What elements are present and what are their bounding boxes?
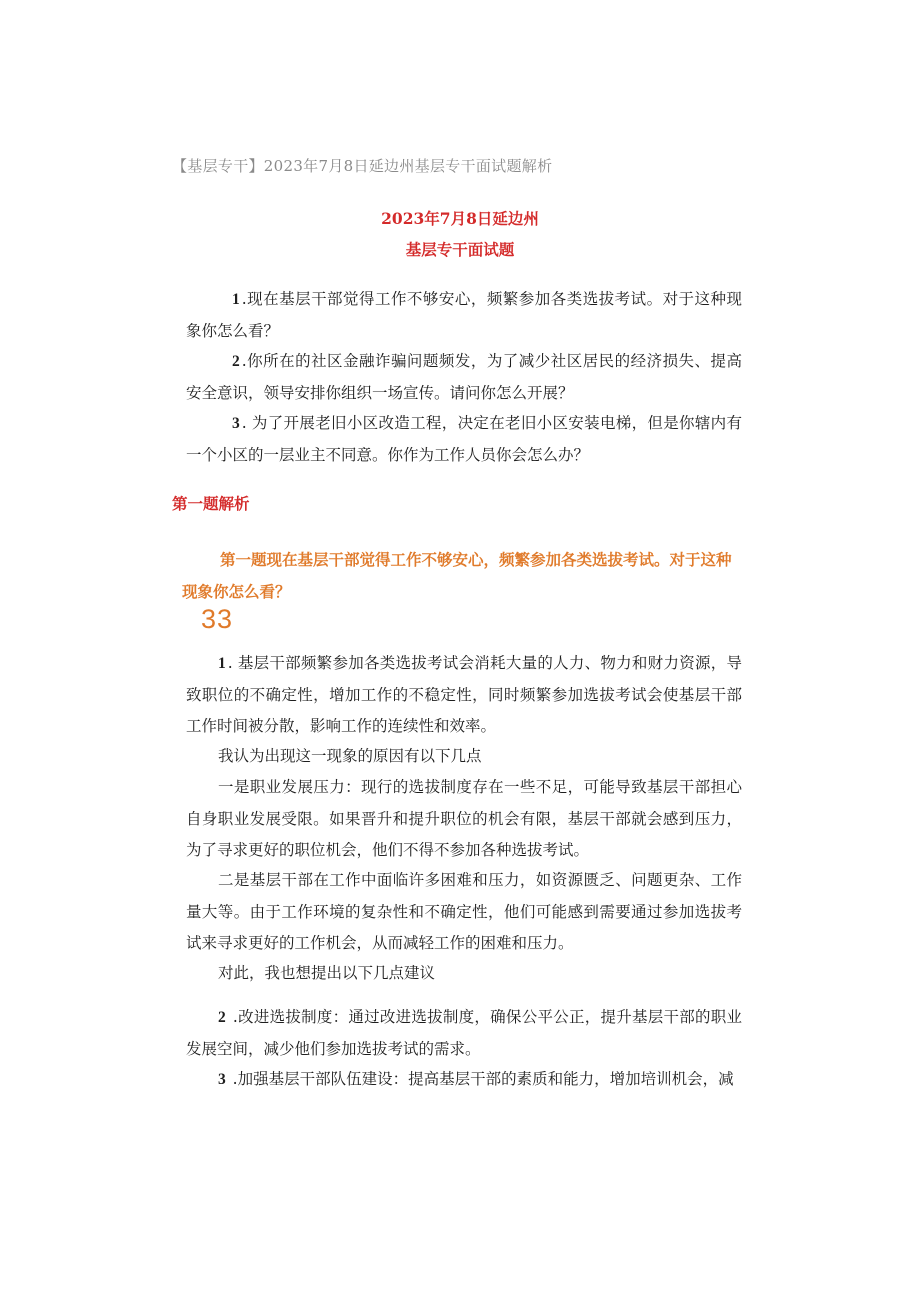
question-text: . 为了开展老旧小区改造工程，决定在老旧小区安装电梯，但是你辖内有一个小区的一层业主不同意。你作为工作人员你会怎么办？ — [186, 414, 742, 464]
analysis-point-3 — [186, 1064, 742, 1096]
question-text: .现在基层干部觉得工作不够安心，频繁参加各类选拔考试。对于这种现象你怎么看？ — [186, 290, 742, 340]
reason-1: 一是职业发展压力：现行的选拔制度存在一些不足，可能导致基层干部担心自身职业发展受限。如果晋升和提升职位的机会有限，基层干部就会感到压力，为了寻求更好的职位机会，他们不得不参加各种选拔考试。 — [186, 778, 742, 859]
exam-title-line-2: 基层专干面试题 — [405, 240, 515, 259]
analysis-point-2 — [186, 1002, 742, 1065]
analysis-point-1 — [186, 648, 742, 743]
decorative-number: 33 — [201, 604, 234, 634]
point-number: 2 — [218, 1009, 226, 1026]
question-item-2 — [186, 346, 742, 409]
point-text: . 基层干部频繁参加各类选拔考试会消耗大量的人力、物力和财力资源，导致职位的不确定性，增加工作的不稳定性，同时频繁参加选拔考试会使基层干部工作时间被分散，影响工作的连续性和效率。 — [186, 654, 742, 735]
question-item-1 — [186, 284, 742, 347]
document-header-title: 【基层专干】2023年7月8日延边州基层专干面试题解析 — [172, 157, 553, 175]
question-number: 3 — [232, 415, 240, 432]
point-text: .加强基层干部队伍建设：提高基层干部的素质和能力，增加培训机会，减 — [227, 1070, 734, 1088]
question-number: 2 — [232, 353, 240, 370]
exam-title-line-1: 2023年7月8日延边州 — [381, 209, 539, 228]
point-number: 3 — [218, 1071, 226, 1088]
analysis-question: 第一题现在基层干部觉得工作不够安心，频繁参加各类选拔考试。对于这种现象你怎么看？ — [182, 550, 732, 601]
question-text: .你所在的社区金融诈骗问题频发，为了减少社区居民的经济损失、提高安全意识，领导安排你组织一场宣传。请问你怎么开展？ — [186, 352, 742, 402]
point-text: .改进选拔制度：通过改进选拔制度，确保公平公正，提升基层干部的职业发展空间，减少他们参加选拔考试的需求。 — [186, 1008, 742, 1058]
question-item-3 — [186, 408, 742, 471]
reasons-intro: 我认为出现这一现象的原因有以下几点 — [218, 747, 482, 765]
analysis-heading: 第一题解析 — [172, 494, 250, 513]
suggestions-intro: 对此，我也想提出以下几点建议 — [218, 964, 436, 982]
reason-2: 二是基层干部在工作中面临许多困难和压力，如资源匮乏、问题更杂、工作量大等。由于工作环境的复杂性和不确定性，他们可能感到需要通过参加选拔考试来寻求更好的工作机会，从而减轻工作的困难和压力。 — [186, 871, 742, 952]
question-number: 1 — [232, 291, 240, 308]
point-number: 1 — [218, 655, 226, 672]
